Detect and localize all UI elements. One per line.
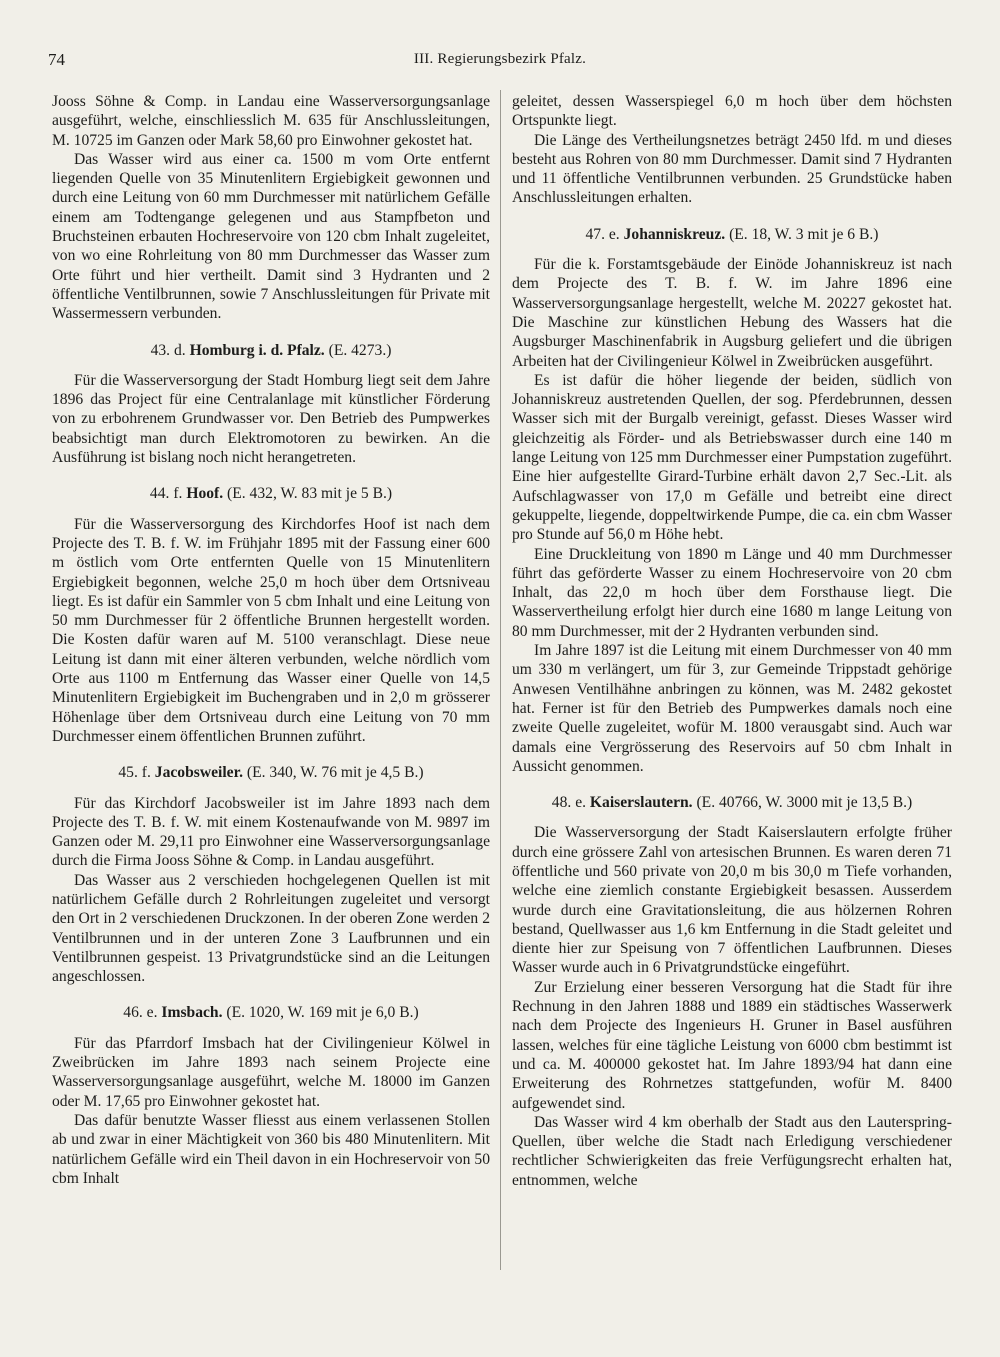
place-name: Homburg i. d. Pfalz.: [189, 341, 325, 359]
section-heading: [52, 484, 490, 503]
paragraph: Die Länge des Vertheilungsnetzes beträgt 2450 lfd. m und dieses besteht aus Rohren von 80 mm Durchmesser. Damit sind 7 Hydranten und 11 öffentliche Ventilbrunnen verbunden. 25 Grundstücke haben Anschlussleitungen erhalten.: [512, 131, 952, 207]
paragraph: Das Wasser wird aus einer ca. 1500 m vom Orte entfernt liegenden Quelle von 35 Minutenlitern Ergiebigkeit gewonnen und durch eine Leitung von 60 mm Durchmesser mit natürlichem Gefälle einem am Todtengange gelegenen und aus Stampfbeton und Bruchsteinen erbauten Hochreservoire von 120 cbm Inhalt zugeleitet, von wo eine Rohrleitung von 80 mm Durchmesser das Wasser zum Orte führt und hier vertheilt. Damit sind 3 Hydranten und 2 öffentliche Ventilbrunnen, sowie 7 Anschlussleitungen für Private mit Wassermessern verbunden.: [52, 150, 490, 323]
population-info: (E. 432, W. 83 mit je 5 B.): [227, 485, 393, 503]
section-number: 47. e.: [585, 225, 620, 243]
place-name: Hoof.: [186, 485, 224, 503]
paragraph: Für die Wasserversorgung der Stadt Homburg liegt seit dem Jahre 1896 das Project für eine Centralanlage mit künstlicher Förderung von zu erbohrenem Grundwasser vor. Den Betrieb des Pumpwerkes beabsichtigt man durch Elektromotoren zu bewirken. An die Ausführung ist bislang noch nicht herangetreten.: [52, 371, 490, 467]
population-info: (E. 40766, W. 3000 mit je 13,5 B.): [696, 794, 913, 812]
section-heading: [512, 793, 952, 812]
place-name: Imsbach.: [161, 1004, 223, 1022]
paragraph: Für die k. Forstamtsgebäude der Einöde Johanniskreuz ist nach dem Projecte des T. B. f. W. im Jahre 1896 eine Wasserversorgungsanlage hergestellt, welche M. 20227 gekostet hat. Die Maschine zur künstlichen Hebung des Wassers hat die Augsburger Maschinenfabrik in Augsburg geliefert und die übrigen Arbeiten hat der Civilingenieur Kölwel in Zweibrücken ausgeführt.: [512, 256, 952, 370]
right-column: [512, 92, 952, 1190]
paragraph: Zur Erzielung einer besseren Versorgung hat die Stadt für ihre Rechnung in den Jahren 1888 und 1889 ein städtisches Wasserwerk nach dem Projecte des Ingenieurs H. Gruner in Basel ausführen lassen, welches für eine tägliche Leistung von 6000 cbm bestimmt ist und ca. M. 400000 gekostet hat. Im Jahre 1893/94 hat dann eine Erweiterung des Rohrnetzes stattgefunden, wofür M. 8400 aufgewendet sind.: [512, 978, 952, 1112]
page-number: 74: [48, 50, 65, 69]
section-number: 45. f.: [118, 764, 151, 782]
paragraph: Eine Druckleitung von 1890 m Länge und 40 mm Durchmesser führt das geförderte Wasser zu einem Hochreservoire von 20 cbm Inhalt, das 22,0 m hoch über dem Forsthause liegt. Die Wasservertheilung erfolgt hier durch eine 1680 m lange Leitung von 80 mm Durchmesser, mit der 2 Hydranten verbunden sind.: [512, 545, 952, 640]
paragraph: Es ist dafür die höher liegende der beiden, südlich von Johanniskreuz austretenden Quellen, der sog. Pferdebrunnen, dessen Wasser sich mit der Burgalb vereinigt, gefasst. Dieses Wasser wird gleichzeitig als Förder- und als Betriebswasser durch eine 140 m lange Leitung von 125 mm Durchmesser einer Pumpstation zugeführt. Eine hier aufgestellte Girard-Turbine erhält davon 2,7 Sec.-Lit. als Aufschlagwasser von 17,0 m Gefälle und betreibt eine direct gekuppelte, liegende, doppeltwirkende Pumpe, die ca. ein cbm Wasser pro Stunde auf 56,0 m Höhe hebt.: [512, 371, 952, 544]
paragraph: Das Wasser aus 2 verschieden hochgelegenen Quellen ist mit natürlichem Gefälle durch 2 Rohrleitungen zugeleitet und versorgt den Ort in 2 verschiedenen Druckzonen. In der oberen Zone werden 2 Ventilbrunnen und in der unteren Zone 3 Laufbrunnen und ein Ventilbrunnen gespeist. 13 Privatgrundstücke sind an die Leitungen angeschlossen.: [52, 871, 490, 986]
place-name: Kaiserslautern.: [589, 794, 693, 812]
paragraph: Das dafür benutzte Wasser fliesst aus einem verlassenen Stollen ab und zwar in einer Mächtigkeit von 360 bis 480 Minutenlitern. Mit natürlichem Gefälle wird ein Theil davon in ein Hochreservoir von 50 cbm Inhalt: [52, 1111, 490, 1187]
paragraph: Jooss Söhne & Comp. in Landau eine Wasserversorgungsanlage ausgeführt, welche, einschliesslich M. 635 für Anschlussleitungen, M. 10725 im Ganzen oder Mark 58,60 pro Einwohner gekostet hat.: [52, 93, 490, 149]
place-name: Johanniskreuz.: [623, 225, 726, 243]
paragraph: Im Jahre 1897 ist die Leitung mit einem Durchmesser von 40 mm um 330 m verlängert, um für 3, zur Gemeinde Trippstadt gehörige Anwesen Ventilhähne anbringen zu können, was M. 2482 gekostet hat. Ferner ist für den Betrieb des Pumpwerkes damals noch eine zweite Quelle zugeleitet, wofür M. 1800 verausgabt sind. Auch war damals eine Vergrösserung des Reservoirs auf 50 cbm Inhalt in Aussicht genommen.: [512, 642, 952, 775]
section-number: 44. f.: [149, 485, 183, 503]
section-number: 48. e.: [551, 794, 587, 812]
paragraph: Für das Pfarrdorf Imsbach hat der Civilingenieur Kölwel in Zweibrücken im Jahre 1893 nach seinem Projecte eine Wasserversorgungsanlage ausgeführt, welche M. 18000 im Ganzen oder M. 17,65 pro Einwohner gekostet hat.: [52, 1034, 490, 1110]
section-heading: [52, 1003, 490, 1022]
population-info: (E. 1020, W. 169 mit je 6,0 B.): [226, 1004, 419, 1022]
paragraph: Für das Kirchdorf Jacobsweiler ist im Jahre 1893 nach dem Projecte des T. B. f. W. mit einem Kostenaufwande von M. 9897 im Ganzen oder M. 29,11 pro Einwohner eine Wasserversorgungsanlage durch die Firma Jooss Söhne & Comp. in Landau ausgeführt.: [52, 794, 490, 870]
population-info: (E. 4273.): [328, 341, 392, 359]
place-name: Jacobsweiler.: [154, 764, 243, 782]
page-header: [48, 50, 952, 74]
population-info: (E. 340, W. 76 mit je 4,5 B.): [246, 764, 424, 782]
column-divider: [500, 90, 501, 1270]
paragraph: Für die Wasserversorgung des Kirchdorfes Hoof ist nach dem Projecte des T. B. f. W. im Frühjahr 1895 mit der Fassung einer 600 m östlich vom Orte entfernten Quelle von 15 Minutenlitern Ergiebigkeit begonnen, welche 25,0 m hoch über dem Ortsniveau liegt. Es ist dafür ein Sammler von 5 cbm Inhalt und eine Leitung von 50 mm Durchmesser für 2 öffentliche Brunnen hergestellt worden. Die Kosten dafür waren auf M. 5100 veranschlagt. Diese neue Leitung ist dann mit einer älteren verbunden, welche nördlich vom Orte aus 1100 m Entfernung das Wasser einer Quelle von 14,5 Minutenlitern Ergiebigkeit im Buchengraben und in 2,0 m grösserer Höhenlage über dem Ortsniveau durch eine Leitung von 70 mm Durchmesser einem öffentlichen Brunnen zuführt.: [52, 515, 490, 745]
running-title: III. Regierungsbezirk Pfalz.: [413, 51, 587, 67]
section-heading: [52, 763, 490, 782]
paragraph: Die Wasserversorgung der Stadt Kaiserslautern erfolgte früher durch eine grössere Zahl von artesischen Brunnen. Es waren deren 71 öffentliche und 560 private von 20,0 m bis 30,0 m Tiefe vorhanden, welche eine ziemlich constante Ergiebigkeit besassen. Ausserdem wurde durch eine Gravitationsleitung, die aus hölzernen Rohren bestand, Quellwasser aus 1,6 km Entfernung in die Stadt geleitet und diente hier zur Speisung von 7 öffentlichen Laufbrunnen. Dieses Wasser wurde auch in 6 Privatgrundstücke eingeführt.: [512, 824, 952, 977]
section-number: 43. d.: [150, 341, 186, 359]
population-info: (E. 18, W. 3 mit je 6 B.): [729, 225, 879, 243]
section-number: 46. e.: [123, 1004, 158, 1022]
section-heading: [512, 225, 952, 244]
left-column: [52, 92, 490, 1188]
paragraph: geleitet, dessen Wasserspiegel 6,0 m hoch über dem höchsten Ortspunkte liegt.: [512, 93, 952, 130]
section-heading: [52, 341, 490, 360]
paragraph: Das Wasser wird 4 km oberhalb der Stadt aus den Lauterspring-Quellen, über welche die Stadt nach Erledigung verschiedener rechtlicher Schwierigkeiten das freie Verfügungsrecht erhalten hat, entnommen, welche: [512, 1113, 952, 1189]
